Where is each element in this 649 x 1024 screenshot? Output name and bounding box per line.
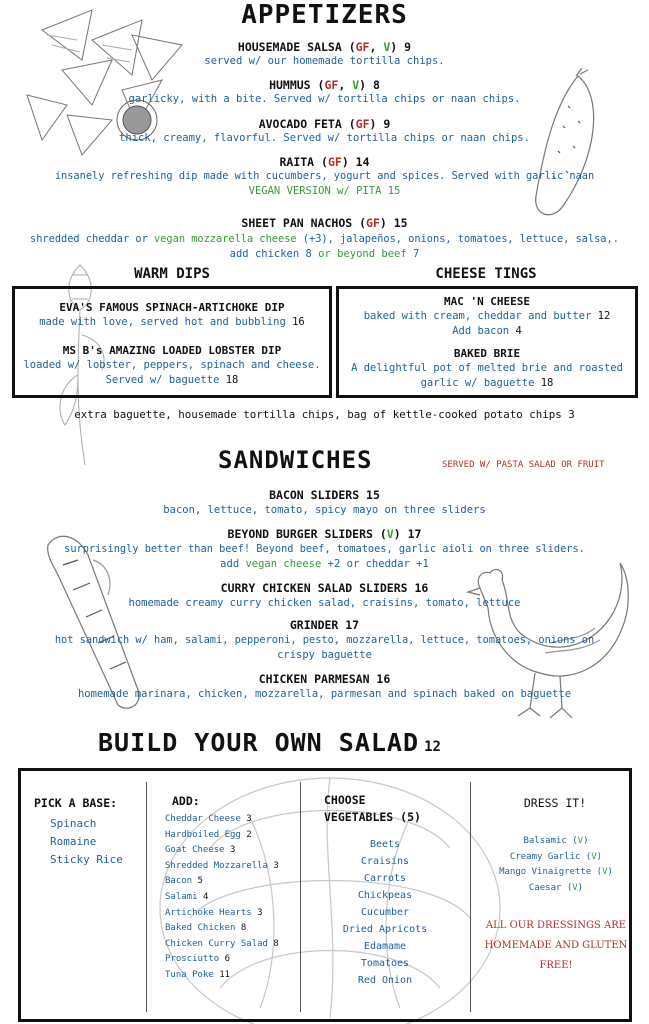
item-name: HUMMUS	[269, 78, 311, 92]
gf-badge: GF	[327, 155, 342, 169]
sandwich-beyond-burger	[0, 527, 649, 541]
gf-badge: GF	[355, 40, 370, 54]
dip-lobster-desc: loaded w/ lobster, peppers, spinach and cheese.	[23, 359, 321, 371]
dip-lobster-desc2	[12, 374, 332, 386]
option-price: 8	[240, 923, 247, 934]
veg-option: Red Onion	[357, 975, 413, 986]
menu-item-salsa: HOUSEMADE SALSA (GF, V) 9	[237, 40, 412, 54]
mac-cheese-name: MAC 'N CHEESE	[443, 295, 531, 308]
option-name: Tuna Poke	[165, 969, 214, 980]
add-option	[165, 921, 279, 937]
option-name: Balsamic	[523, 836, 567, 846]
option-price: 5	[197, 876, 203, 887]
item-description: homemade creamy curry chicken salad, craisins, tomato, lettuce	[128, 597, 521, 609]
item-description: garlicky, with a bite. Served w/ tortilla chips or naan chips.	[128, 93, 521, 105]
option-name: Chicken Curry Salad	[165, 938, 268, 949]
addon-text: add	[220, 558, 240, 570]
baked-brie-name: BAKED BRIE	[453, 347, 521, 360]
veg-option: Tomatoes	[360, 958, 410, 969]
add-option	[165, 828, 279, 844]
item-price: 9	[404, 40, 412, 54]
sandwich-bacon-sliders: BACON SLIDERS 15	[269, 488, 380, 502]
vegan-cheese-option: vegan cheese	[245, 558, 322, 570]
addon-text: Add bacon	[452, 325, 510, 337]
option-name: Baked Chicken	[165, 923, 236, 934]
vegan-cheese-option: vegan mozzarella cheese	[154, 233, 297, 245]
note-line: HOMEMADE AND GLUTEN	[484, 940, 628, 951]
gf-badge: GF	[366, 216, 380, 230]
add-option	[165, 874, 279, 890]
option-price: 6	[224, 954, 231, 965]
dress-list	[476, 834, 636, 896]
add-option	[165, 812, 279, 828]
dip-spinach-artichoke-desc	[12, 316, 332, 328]
item-description	[0, 233, 649, 245]
option-price: 4	[202, 891, 209, 902]
baked-brie-desc2	[336, 377, 638, 389]
item-addons	[0, 248, 649, 260]
item-name: SHEET PAN NACHOS	[241, 216, 353, 230]
option-price: 3	[246, 814, 252, 824]
item-description: insanely refreshing dip made with cucumbers, yogurt and spices. Served with garlic naan	[54, 170, 595, 182]
item-name: BEYOND BURGER SLIDERS (	[227, 527, 387, 541]
option-name: Goat Cheese	[165, 845, 225, 856]
item-price: 12	[597, 310, 611, 322]
addon-beyond-beef: or beyond beef	[318, 248, 407, 260]
add-list	[165, 812, 279, 984]
sandwiches-title: SANDWICHES	[218, 446, 373, 474]
option-name: Mango Vinaigrette	[499, 867, 592, 877]
add-option	[165, 859, 279, 875]
veg-option: Craisins	[360, 856, 410, 867]
column-divider	[470, 782, 471, 1012]
dressing-option: Caesar (V)	[528, 882, 584, 893]
cheese-tings-title: CHEESE TINGS	[435, 266, 537, 282]
note-line: FREE!	[539, 960, 573, 971]
menu-item-avocado-feta: AVOCADO FETA (GF) 9	[258, 117, 391, 131]
item-name: HOUSEMADE SALSA	[237, 40, 342, 54]
item-description: bacon, lettuce, tomato, spicy mayo on three sliders	[163, 504, 486, 516]
mac-cheese-desc	[336, 310, 638, 322]
addon-text: +2 or cheddar +1	[327, 558, 429, 570]
option-name: Shredded Mozzarella	[165, 860, 268, 871]
option-price: 11	[219, 969, 231, 980]
option-price: 3	[257, 907, 263, 918]
desc-text: baked with cream, cheddar and butter	[363, 310, 592, 322]
addon-price: 4	[515, 325, 522, 337]
option-price: 3	[230, 845, 236, 856]
vegan-badge: V	[352, 78, 360, 92]
vegan-badge: V	[383, 40, 391, 54]
desc-text: made with love, served hot and bubbling	[39, 316, 286, 328]
option-name: Caesar	[528, 882, 562, 893]
vegan-badge: V	[386, 527, 394, 541]
appetizers-title: APPETIZERS	[241, 0, 408, 30]
vegan-badge: V	[572, 882, 578, 893]
option-price: 3	[273, 860, 279, 871]
option-name: Bacon	[165, 876, 193, 887]
option-name: Hardboiled Egg	[165, 829, 241, 840]
sandwiches-subtitle: SERVED W/ PASTA SALAD OR FRUIT	[442, 460, 605, 470]
veg-option: Dried Apricots	[342, 924, 428, 935]
gf-badge: GF	[324, 78, 339, 92]
extras-line: extra baguette, housemade tortilla chips, bag of kettle-cooked potato chips 3	[74, 408, 575, 421]
salad-price: 12	[424, 739, 441, 755]
dressing-option: Creamy Garlic (V)	[509, 851, 603, 862]
item-price: 15	[393, 216, 408, 230]
veg-option: Edamame	[363, 941, 407, 952]
item-price: 14	[355, 155, 370, 169]
option-name: Artichoke Hearts	[165, 907, 252, 918]
dip-spinach-artichoke-name: EVA'S FAMOUS SPINACH-ARTICHOKE DIP	[59, 301, 285, 314]
base-heading: PICK A BASE:	[34, 796, 118, 810]
option-name: Cheddar Cheese	[165, 814, 241, 824]
desc-part: (+3), jalapeños, onions, tomatoes, lettuce, salsa,.	[302, 233, 619, 245]
vegan-version-note: VEGAN VERSION w/ PITA 15	[248, 185, 401, 197]
sandwich-grinder: GRINDER 17	[289, 618, 360, 632]
baked-brie-desc: A delightful pot of melted brie and roasted	[351, 362, 623, 374]
salad-heading	[98, 728, 441, 757]
item-description: surprisingly better than beef! Beyond beef, tomatoes, garlic aioli on three sliders.	[64, 543, 585, 555]
veg-option: Beets	[369, 839, 401, 850]
base-option: Sticky Rice	[50, 853, 123, 866]
base-list	[50, 815, 123, 869]
veg-heading-2: VEGETABLES (5)	[324, 810, 421, 824]
item-description: homemade marinara, chicken, mozzarella, parmesan and spinach baked on baguette	[77, 688, 572, 700]
add-option	[165, 968, 279, 984]
veg-option: Carrots	[363, 873, 407, 884]
add-option	[165, 906, 279, 922]
addon-price: 7	[413, 248, 420, 260]
item-name: AVOCADO FETA	[258, 117, 342, 131]
add-option	[165, 843, 279, 859]
menu-item-nachos: SHEET PAN NACHOS (GF) 15	[241, 216, 408, 230]
item-description-2: crispy baguette	[277, 649, 372, 661]
column-divider	[146, 782, 147, 1012]
addon-chicken: add chicken 8	[229, 248, 312, 260]
dress-heading: DRESS IT!	[523, 796, 587, 810]
gf-badge: GF	[355, 117, 370, 131]
menu-item-raita: RAITA (GF) 14	[279, 155, 370, 169]
veg-heading-1: CHOOSE	[324, 793, 366, 807]
base-option: Spinach	[50, 817, 97, 830]
dressing-option: Mango Vinaigrette (V)	[499, 867, 613, 877]
desc-text: Served w/ baguette	[105, 374, 220, 386]
item-price: 8	[372, 78, 380, 92]
veg-option: Cucumber	[360, 907, 410, 918]
base-option: Romaine	[50, 835, 97, 848]
item-price: 9	[383, 117, 391, 131]
dressing-note	[476, 916, 636, 976]
note-line: ALL OUR DRESSINGS ARE	[485, 920, 627, 931]
option-price: 8	[273, 938, 279, 949]
item-name: RAITA	[279, 155, 315, 169]
option-name: Salami	[165, 891, 198, 902]
item-price: 16	[292, 316, 305, 328]
item-description: hot sandwich w/ ham, salami, pepperoni, pesto, mozzarella, lettuce, tomatoes, onions on	[54, 634, 595, 646]
column-divider	[300, 782, 301, 1012]
item-description: served w/ our homemade tortilla chips.	[204, 55, 445, 67]
vegan-badge: V	[591, 851, 597, 862]
sandwich-curry-chicken: CURRY CHICKEN SALAD SLIDERS 16	[220, 581, 429, 595]
dip-lobster-name: MS B's AMAZING LOADED LOBSTER DIP	[62, 344, 282, 357]
desc-part: shredded cheddar or	[30, 233, 148, 245]
option-name: Prosciutto	[165, 954, 220, 965]
item-description: thick, creamy, flavorful. Served w/ tortilla chips or naan chips.	[119, 132, 530, 144]
item-price: ) 17	[393, 527, 422, 541]
item-addons	[0, 558, 649, 570]
dressing-option: Balsamic (V)	[523, 836, 589, 846]
add-heading: ADD:	[172, 794, 200, 808]
add-option	[165, 937, 279, 953]
menu-item-hummus: HUMMUS (GF, V) 8	[269, 78, 380, 92]
item-price: 18	[225, 374, 239, 386]
add-option	[165, 890, 279, 906]
mac-cheese-addon	[336, 325, 638, 337]
veg-option: Chickpeas	[357, 890, 413, 901]
add-option	[165, 952, 279, 968]
salad-title: BUILD YOUR OWN SALAD	[98, 728, 420, 757]
vegan-badge: V	[577, 836, 584, 846]
item-price: 18	[540, 377, 554, 389]
sandwich-chicken-parmesan: CHICKEN PARMESAN 16	[258, 672, 391, 686]
desc-text: garlic w/ baguette	[420, 377, 535, 389]
option-name: Creamy Garlic	[509, 851, 581, 862]
veg-list	[310, 836, 460, 989]
vegan-badge: V	[602, 867, 608, 877]
option-price: 2	[246, 829, 252, 840]
warm-dips-title: WARM DIPS	[134, 266, 210, 282]
